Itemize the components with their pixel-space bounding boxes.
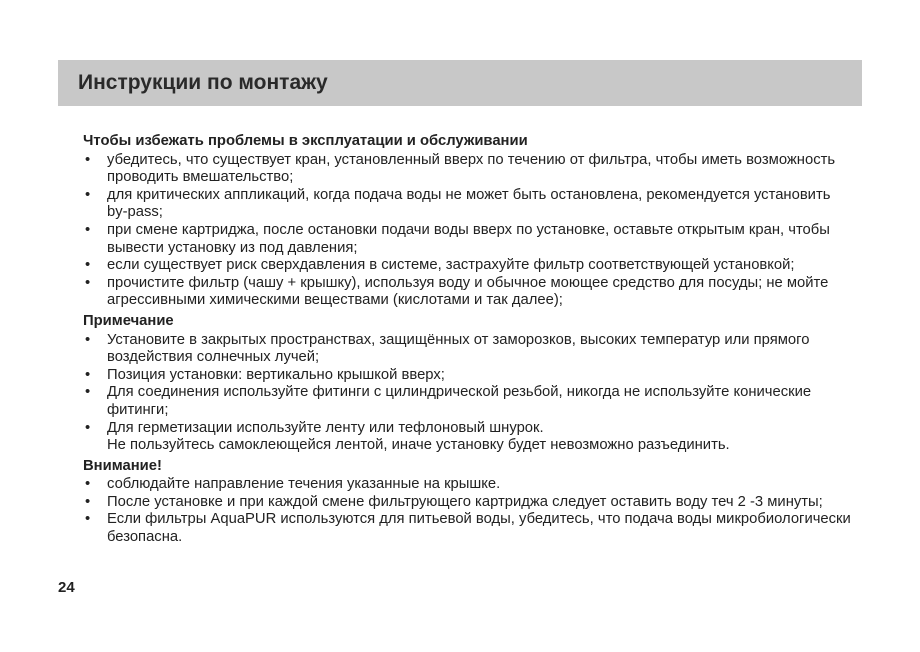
list-item [83, 494, 853, 512]
list-item-text: для критических аппликаций, когда подача воды не может быть остановлена, рекомендуется установить by-pass; [107, 186, 831, 221]
bullet-list [83, 476, 853, 546]
bullet-icon: • [85, 384, 91, 401]
list-item [83, 187, 853, 222]
list-item-text-continued: Не пользуйтесь самоклеющейся лентой, иначе установку будет невозможно разъединить. [107, 437, 730, 454]
page-title: Инструкции по монтажу [78, 71, 328, 94]
bullet-icon: • [85, 366, 91, 383]
list-item-text: убедитесь, что существует кран, установленный вверх по течению от фильтра, чтобы иметь возможность проводить вмешательство; [107, 151, 836, 186]
section-header-bar [58, 60, 862, 106]
bullet-icon: • [85, 476, 91, 493]
list-item-text: при смене картриджа, после остановки подачи воды вверх по установке, оставьте открытым кран, чтобы вывести установку из под давления; [107, 221, 830, 256]
section-heading: Примечание [83, 312, 174, 329]
list-item [83, 511, 853, 546]
section-heading: Внимание! [83, 457, 162, 474]
list-item [83, 476, 853, 494]
list-item [83, 332, 853, 367]
section-note [83, 310, 853, 455]
bullet-icon: • [85, 186, 91, 203]
list-item [83, 275, 853, 310]
list-item [83, 152, 853, 187]
list-item-text: прочистите фильтр (чашу + крышку), используя воду и обычное моющее средство для посуды; не мойте агрессивными химическими веществами (кислотами и так далее); [107, 274, 829, 309]
bullet-icon: • [85, 493, 91, 510]
section-warning [83, 455, 853, 547]
list-item-text: Для соединения используйте фитинги с цилиндрической резьбой, никогда не используйте конические фитинги; [107, 384, 812, 418]
bullet-icon: • [85, 419, 91, 436]
bullet-icon: • [85, 274, 91, 291]
list-item [83, 367, 853, 385]
bullet-list [83, 152, 853, 310]
bullet-icon: • [85, 511, 91, 528]
bullet-icon: • [85, 331, 91, 348]
bullet-icon: • [85, 257, 91, 274]
page-number: 24 [58, 579, 75, 596]
list-item-text: если существует риск сверхдавления в системе, застрахуйте фильтр соответствующей установкой; [107, 257, 795, 274]
list-item-text: Для герметизации используйте ленту или тефлоновый шнурок. [107, 419, 544, 436]
list-item [83, 257, 853, 275]
list-item [83, 384, 853, 419]
list-item-text: Если фильтры AquaPUR используются для питьевой воды, убедитесь, что подача воды микробиологически безопасна. [107, 511, 851, 546]
list-item [83, 222, 853, 257]
instructions-body [83, 133, 853, 547]
bullet-list [83, 332, 853, 455]
section-avoid-problems [83, 133, 853, 310]
list-item-text: Установите в закрытых пространствах, защищённых от заморозков, высоких температур или прямого воздействия солнечных лучей; [107, 331, 810, 366]
list-item-text: соблюдайте направление течения указанные на крышке. [107, 476, 501, 493]
bullet-icon: • [85, 151, 91, 168]
section-heading: Чтобы избежать проблемы в эксплуатации и обслуживании [83, 133, 528, 149]
list-item-text: Позиция установки: вертикально крышкой вверх; [107, 366, 445, 383]
list-item-text: После установке и при каждой смене фильтрующего картриджа следует оставить воду теч 2 -3 минуты; [107, 493, 823, 510]
list-item [83, 420, 853, 455]
bullet-icon: • [85, 221, 91, 238]
